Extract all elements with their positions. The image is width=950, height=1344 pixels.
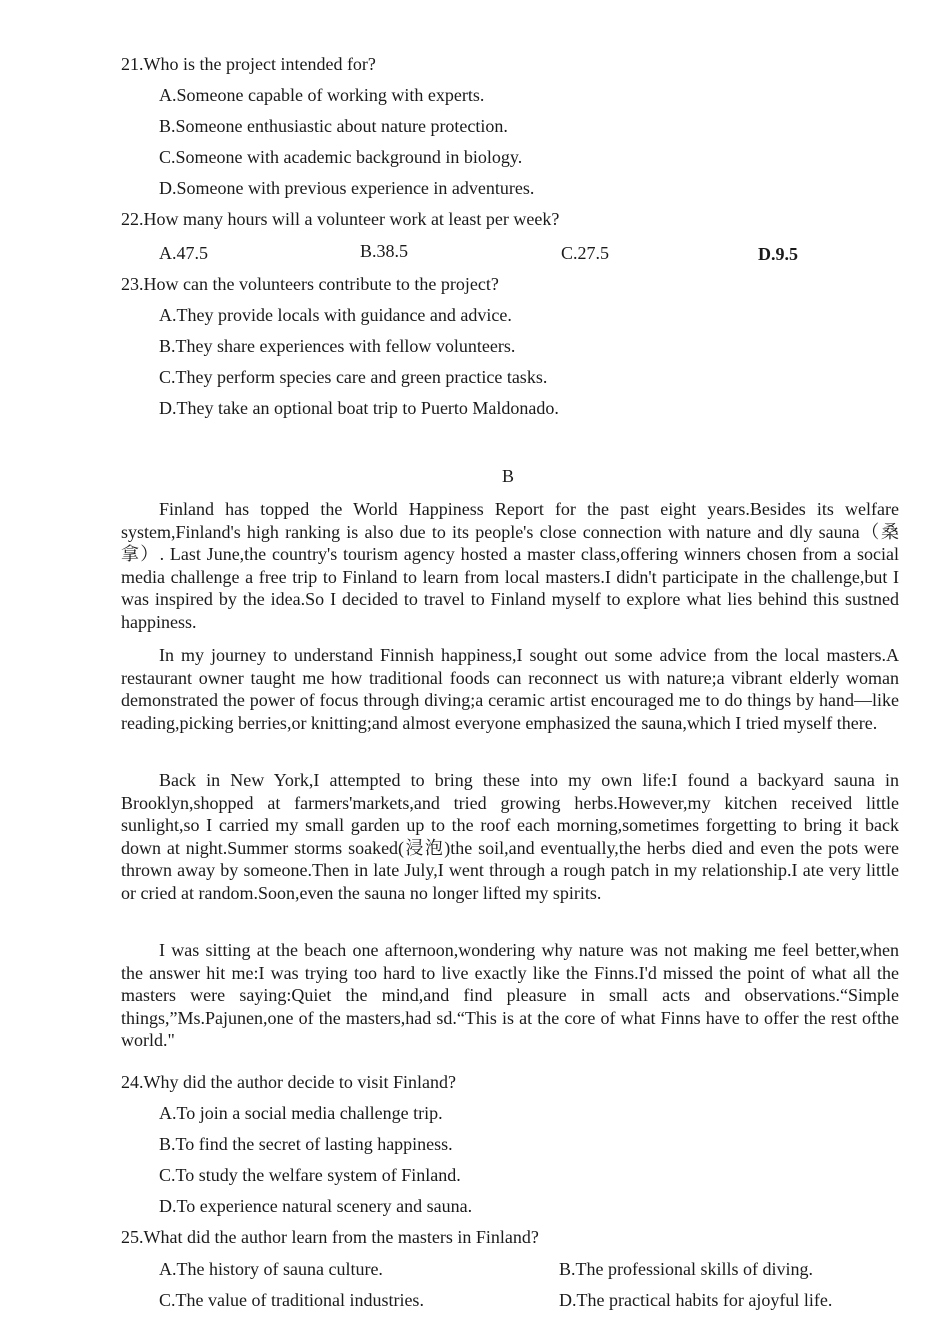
section-b-title: B: [501, 466, 514, 486]
question-22: 22.How many hours will a volunteer work at least per week?: [121, 209, 560, 229]
q25-option-a: A.The history of sauna culture.: [159, 1259, 383, 1279]
passage-paragraph-3: Back in New York,I attempted to bring these into my own life:I found a backyard sauna in Brooklyn,shopped at farmers'markets,and tried growing herbs.However,my kitchen received little sunlight,so I carried my small garden up to the roof each morning,sometimes forgetting to bring it back down at night.Summer storms soaked(浸泡)the soil,and eventually,the herbs died and even the pots were thrown away by someone.Then in late July,I went through a rough patch in my relationship.I ate very little or cried at random.Soon,even the sauna no longer lifted my spirits.: [121, 770, 899, 903]
q22-option-a: A.47.5: [159, 243, 208, 263]
q23-option-b: B.They share experiences with fellow volunteers.: [159, 336, 516, 356]
question-23: 23.How can the volunteers contribute to the project?: [121, 274, 499, 294]
q22-option-d: D.9.5: [758, 244, 798, 264]
q22-option-c: C.27.5: [561, 243, 610, 263]
question-24: 24.Why did the author decide to visit Finland?: [121, 1072, 456, 1092]
q21-option-d: D.Someone with previous experience in adventures.: [159, 178, 535, 198]
q21-option-a: A.Someone capable of working with experts.: [159, 85, 485, 105]
q23-option-c: C.They perform species care and green practice tasks.: [159, 367, 548, 387]
question-25: 25.What did the author learn from the masters in Finland?: [121, 1227, 539, 1247]
passage-paragraph-1: Finland has topped the World Happiness Report for the past eight years.Besides its welfare system,Finland's high ranking is also due to its people's close connection with nature and dly sauna（桑拿）. Last June,the country's tourism agency hosted a master class,offering winners chosen from a social media challenge a free trip to Finland to learn from local masters.I didn't participate in the challenge,but I was inspired by the idea.So I decided to travel to Finland myself to explore what lies behind this sustned happiness.: [121, 499, 899, 632]
q24-option-b: B.To find the secret of lasting happiness.: [159, 1134, 453, 1154]
q24-option-c: C.To study the welfare system of Finland.: [159, 1165, 461, 1185]
q25-option-b: B.The professional skills of diving.: [559, 1259, 813, 1279]
passage-paragraph-2: In my journey to understand Finnish happiness,I sought out some advice from the local masters.A restaurant owner taught me how traditional foods can reconnect us with nature;a vibrant elderly woman demonstrated the power of focus through diving;a ceramic artist encouraged me to do things by hand—like reading,picking berries,or knitting;and almost everyone emphasized the sauna,which I tried myself there.: [121, 645, 899, 733]
q21-option-c: C.Someone with academic background in biology.: [159, 147, 523, 167]
q25-option-d: D.The practical habits for ajoyful life.: [559, 1290, 833, 1310]
q24-option-a: A.To join a social media challenge trip.: [159, 1103, 443, 1123]
passage-paragraph-4: I was sitting at the beach one afternoon,wondering why nature was not making me feel better,when the answer hit me:I was trying too hard to live exactly like the Finns.I'd missed the point of what all the masters were saying:Quiet the mind,and find pleasure in small acts and observations.“Simple things,”Ms.Pajunen,one of the masters,had sd.“This is at the core of what Finns have to offer the rest ofthe world.": [121, 940, 899, 1051]
q25-option-c: C.The value of traditional industries.: [159, 1290, 424, 1310]
q21-option-b: B.Someone enthusiastic about nature protection.: [159, 116, 508, 136]
question-21: 21.Who is the project intended for?: [121, 54, 376, 74]
q24-option-d: D.To experience natural scenery and sauna.: [159, 1196, 473, 1216]
q23-option-a: A.They provide locals with guidance and advice.: [159, 305, 512, 325]
q23-option-d: D.They take an optional boat trip to Puerto Maldonado.: [159, 398, 559, 418]
q22-option-b: B.38.5: [360, 241, 409, 261]
